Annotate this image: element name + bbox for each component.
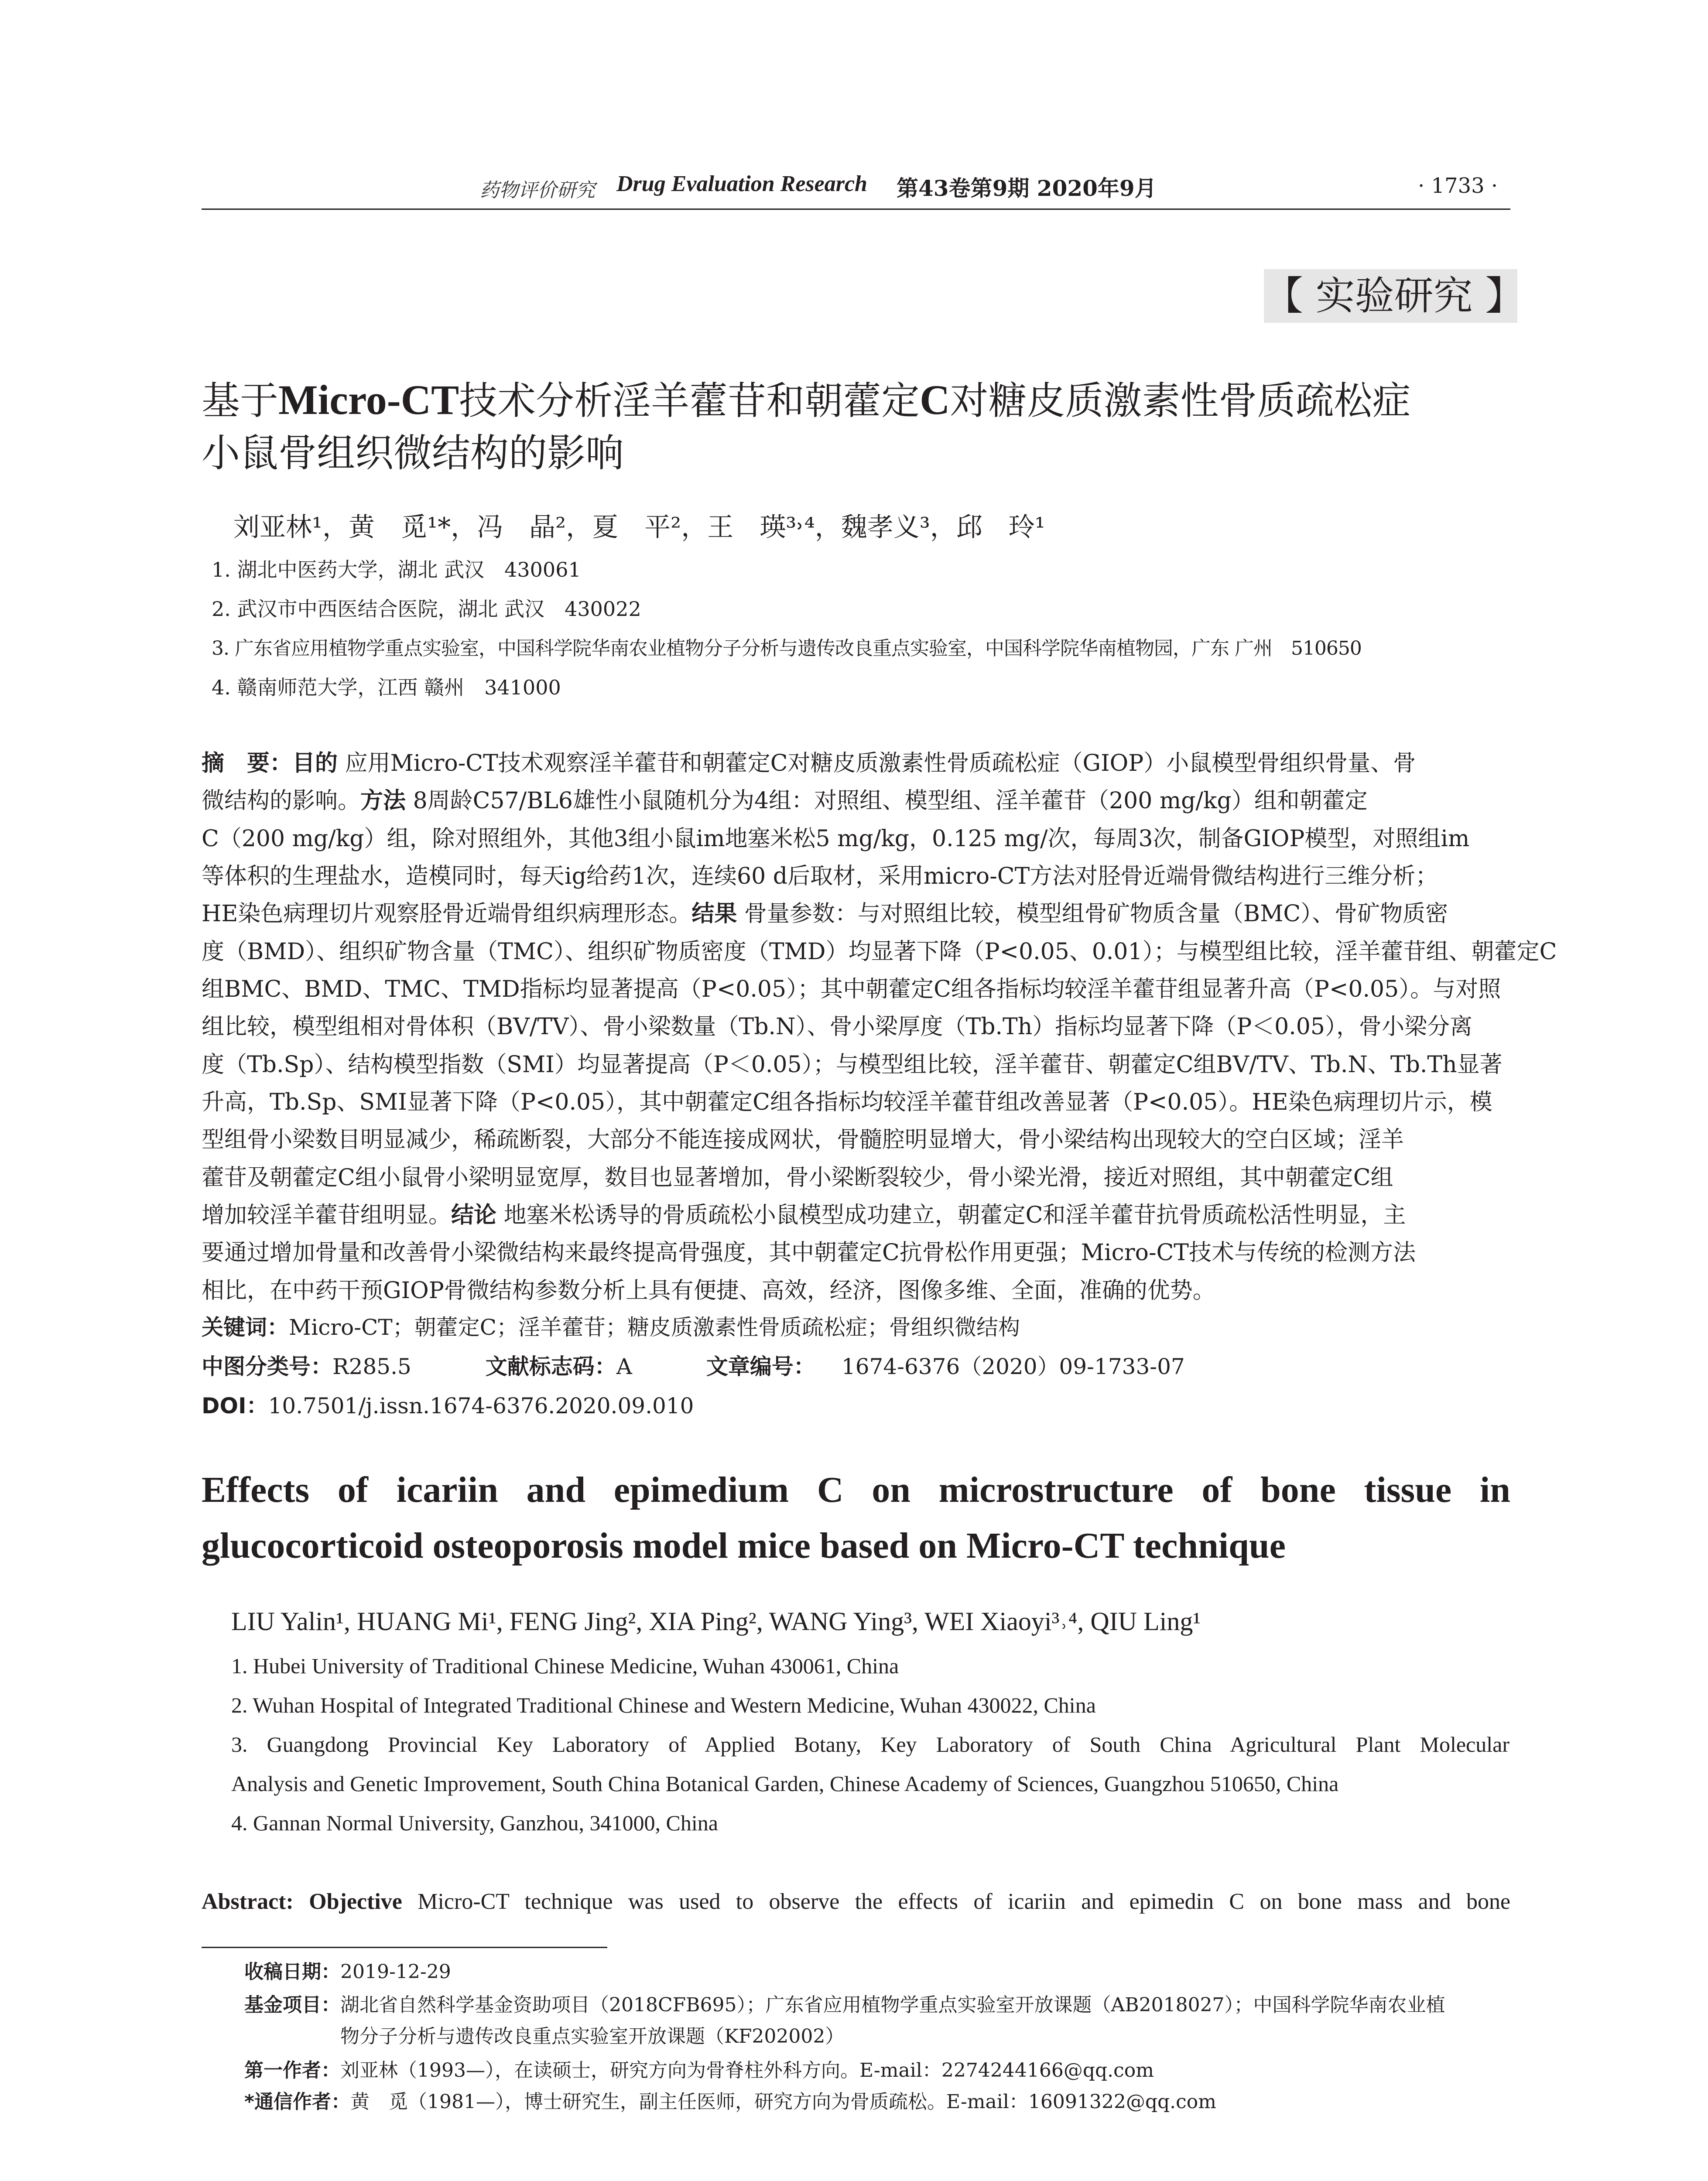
- abstract-line: 组BMC、BMD、TMC、TMD指标均显著提高（P<0.05）；其中朝藿定C组各指标均较淫羊藿苷组显著升高（P<0.05）。与对照: [202, 976, 1501, 1002]
- doi: DOI：10.7501/j.issn.1674-6376.2020.09.010: [202, 1393, 694, 1419]
- first-author-info: 第一作者：刘亚林（1993—），在读硕士，研究方向为骨脊柱外科方向。E-mail：2274244166@qq.com: [244, 2059, 1154, 2082]
- abstract-line: 要通过增加骨量和改善骨小梁微结构来最终提高骨强度，其中朝藿定C抗骨松作用更强；Micro-CT技术与传统的检测方法: [202, 1240, 1416, 1266]
- abstract-line: 等体积的生理盐水，造模同时，每天ig给药1次，连续60 d后取材，采用micro-CT方法对胫骨近端骨微结构进行三维分析；: [202, 863, 1438, 889]
- chinese-affiliation-1: 1. 湖北中医药大学，湖北 武汉 430061: [212, 558, 581, 581]
- header-divider: [202, 209, 1510, 210]
- journal-logo: 药物评价研究: [480, 179, 595, 202]
- abstract-line: 微结构的影响。方法 8周龄C57/BL6雄性小鼠随机分为4组：对照组、模型组、淫羊藿苷（200 mg/kg）组和朝藿定: [202, 788, 1368, 814]
- journal-name: Drug Evaluation Research: [616, 171, 867, 196]
- page-number: · 1733 ·: [1418, 174, 1498, 198]
- chinese-title-line-1: 基于Micro-CT技术分析淫羊藿苷和朝藿定C对糖皮质激素性骨质疏松症: [202, 376, 1411, 423]
- abstract-label: 摘 要：: [202, 750, 293, 776]
- keywords: 关键词：Micro-CT；朝藿定C；淫羊藿苷；糖皮质激素性骨质疏松症；骨组织微结构: [202, 1315, 1020, 1340]
- english-affiliation-3: 3. Guangdong Provincial Key Laboratory of Applied Botany, Key Laboratory of South China Agricultural Plant Molecular: [231, 1732, 1509, 1757]
- results-label: 结果: [691, 901, 737, 927]
- english-affiliation-3-cont: Analysis and Genetic Improvement, South China Botanical Garden, Chinese Academy of Sciences, Guangzhou 510650, China: [231, 1771, 1339, 1796]
- english-authors: LIU Yalin¹, HUANG Mi¹, FENG Jing², XIA Ping², WANG Ying³, WEI Xiaoyi³˒⁴, QIU Ling¹: [231, 1607, 1201, 1636]
- english-title-line-2: glucocorticoid osteoporosis model mice based on Micro-CT technique: [202, 1525, 1286, 1566]
- english-affiliation-4: 4. Gannan Normal University, Ganzhou, 341000, China: [231, 1811, 718, 1835]
- english-title-line-1: Effects of icariin and epimedium C on microstructure of bone tissue in: [202, 1470, 1510, 1510]
- english-abstract: Abstract: Objective Micro-CT technique was used to observe the effects of icariin and epimedin C on bone mass and bone: [202, 1889, 1511, 1914]
- chinese-affiliation-4: 4. 赣南师范大学，江西 赣州 341000: [212, 676, 561, 699]
- issue-info: 第43卷第9期 2020年9月: [897, 175, 1157, 201]
- abstract-line: 增加较淫羊藿苷组明显。结论 地塞米松诱导的骨质疏松小鼠模型成功建立，朝藿定C和淫羊藿苷抗骨质疏松活性明显，主: [202, 1202, 1406, 1228]
- chinese-affiliation-3: 3. 广东省应用植物学重点实验室，中国科学院华南农业植物分子分析与遗传改良重点实验室，中国科学院华南植物园，广东 广州 510650: [212, 637, 1362, 660]
- abstract-line: 摘 要：目的 应用Micro-CT技术观察淫羊藿苷和朝藿定C对糖皮质激素性骨质疏松症（GIOP）小鼠模型骨组织骨量、骨: [202, 750, 1416, 776]
- conclusion-label: 结论: [451, 1202, 497, 1228]
- received-date: 收稿日期：2019-12-29: [244, 1961, 451, 1983]
- fund-info-cont: 物分子分析与遗传改良重点实验室开放课题（KF202002）: [340, 2025, 845, 2048]
- english-affiliation-1: 1. Hubei University of Traditional Chinese Medicine, Wuhan 430061, China: [231, 1654, 899, 1678]
- abstract-line: 组比较，模型组相对骨体积（BV/TV）、骨小梁数量（Tb.N）、骨小梁厚度（Tb.Th）指标均显著下降（P＜0.05），骨小梁分离: [202, 1014, 1472, 1040]
- objective-label: 目的: [292, 750, 338, 776]
- abstract-line: HE染色病理切片观察胫骨近端骨组织病理形态。结果 骨量参数：与对照组比较，模型组骨矿物质含量（BMC）、骨矿物质密: [202, 901, 1448, 927]
- fund-info: 基金项目：湖北省自然科学基金资助项目（2018CFB695）；广东省应用植物学重点实验室开放课题（AB2018027）；中国科学院华南农业植: [244, 1994, 1445, 2016]
- methods-label: 方法: [360, 788, 406, 814]
- section-tag: 【 实验研究 】: [1264, 269, 1517, 323]
- abstract-line: 藿苷及朝藿定C组小鼠骨小梁明显宽厚，数目也显著增加，骨小梁断裂较少，骨小梁光滑，接近对照组，其中朝藿定C组: [202, 1165, 1393, 1191]
- abstract-line: 升高，Tb.Sp、SMI显著下降（P<0.05），其中朝藿定C组各指标均较淫羊藿苷组改善显著（P<0.05）。HE染色病理切片示，模: [202, 1089, 1492, 1115]
- abstract-line: 相比，在中药干预GIOP骨微结构参数分析上具有便捷、高效，经济，图像多维、全面，准确的优势。: [202, 1278, 1215, 1304]
- abstract-line: 型组骨小梁数目明显减少，稀疏断裂，大部分不能连接成网状，骨髓腔明显增大，骨小梁结构出现较大的空白区域；淫羊: [202, 1127, 1404, 1153]
- footnote-divider: [202, 1947, 607, 1948]
- english-affiliation-2: 2. Wuhan Hospital of Integrated Traditional Chinese and Western Medicine, Wuhan 430022, China: [231, 1693, 1096, 1717]
- chinese-affiliation-2: 2. 武汉市中西医结合医院，湖北 武汉 430022: [212, 597, 641, 621]
- chinese-title-line-2: 小鼠骨组织微结构的影响: [202, 431, 624, 475]
- abstract-line: C（200 mg/kg）组，除对照组外，其他3组小鼠im地塞米松5 mg/kg，0.125 mg/次，每周3次，制备GIOP模型，对照组im: [202, 826, 1470, 852]
- classification-info: 中图分类号：R285.5 文献标志码：A 文章编号： 1674-6376（2020）09-1733-07: [202, 1354, 1185, 1379]
- abstract-line: 度（Tb.Sp）、结构模型指数（SMI）均显著提高（P＜0.05）；与模型组比较，淫羊藿苷、朝藿定C组BV/TV、Tb.N、Tb.Th显著: [202, 1052, 1503, 1078]
- abstract-line: 度（BMD）、组织矿物含量（TMC）、组织矿物质密度（TMD）均显著下降（P<0.05、0.01）；与模型组比较，淫羊藿苷组、朝藿定C: [202, 939, 1557, 965]
- corresponding-author-info: *通信作者：黄 觅（1981—），博士研究生，副主任医师，研究方向为骨质疏松。E-mail：16091322@qq.com: [244, 2091, 1217, 2113]
- chinese-authors: 刘亚林¹，黄 觅¹*，冯 晶²，夏 平²，王 瑛³˒⁴，魏孝义³，邱 玲¹: [233, 512, 1045, 543]
